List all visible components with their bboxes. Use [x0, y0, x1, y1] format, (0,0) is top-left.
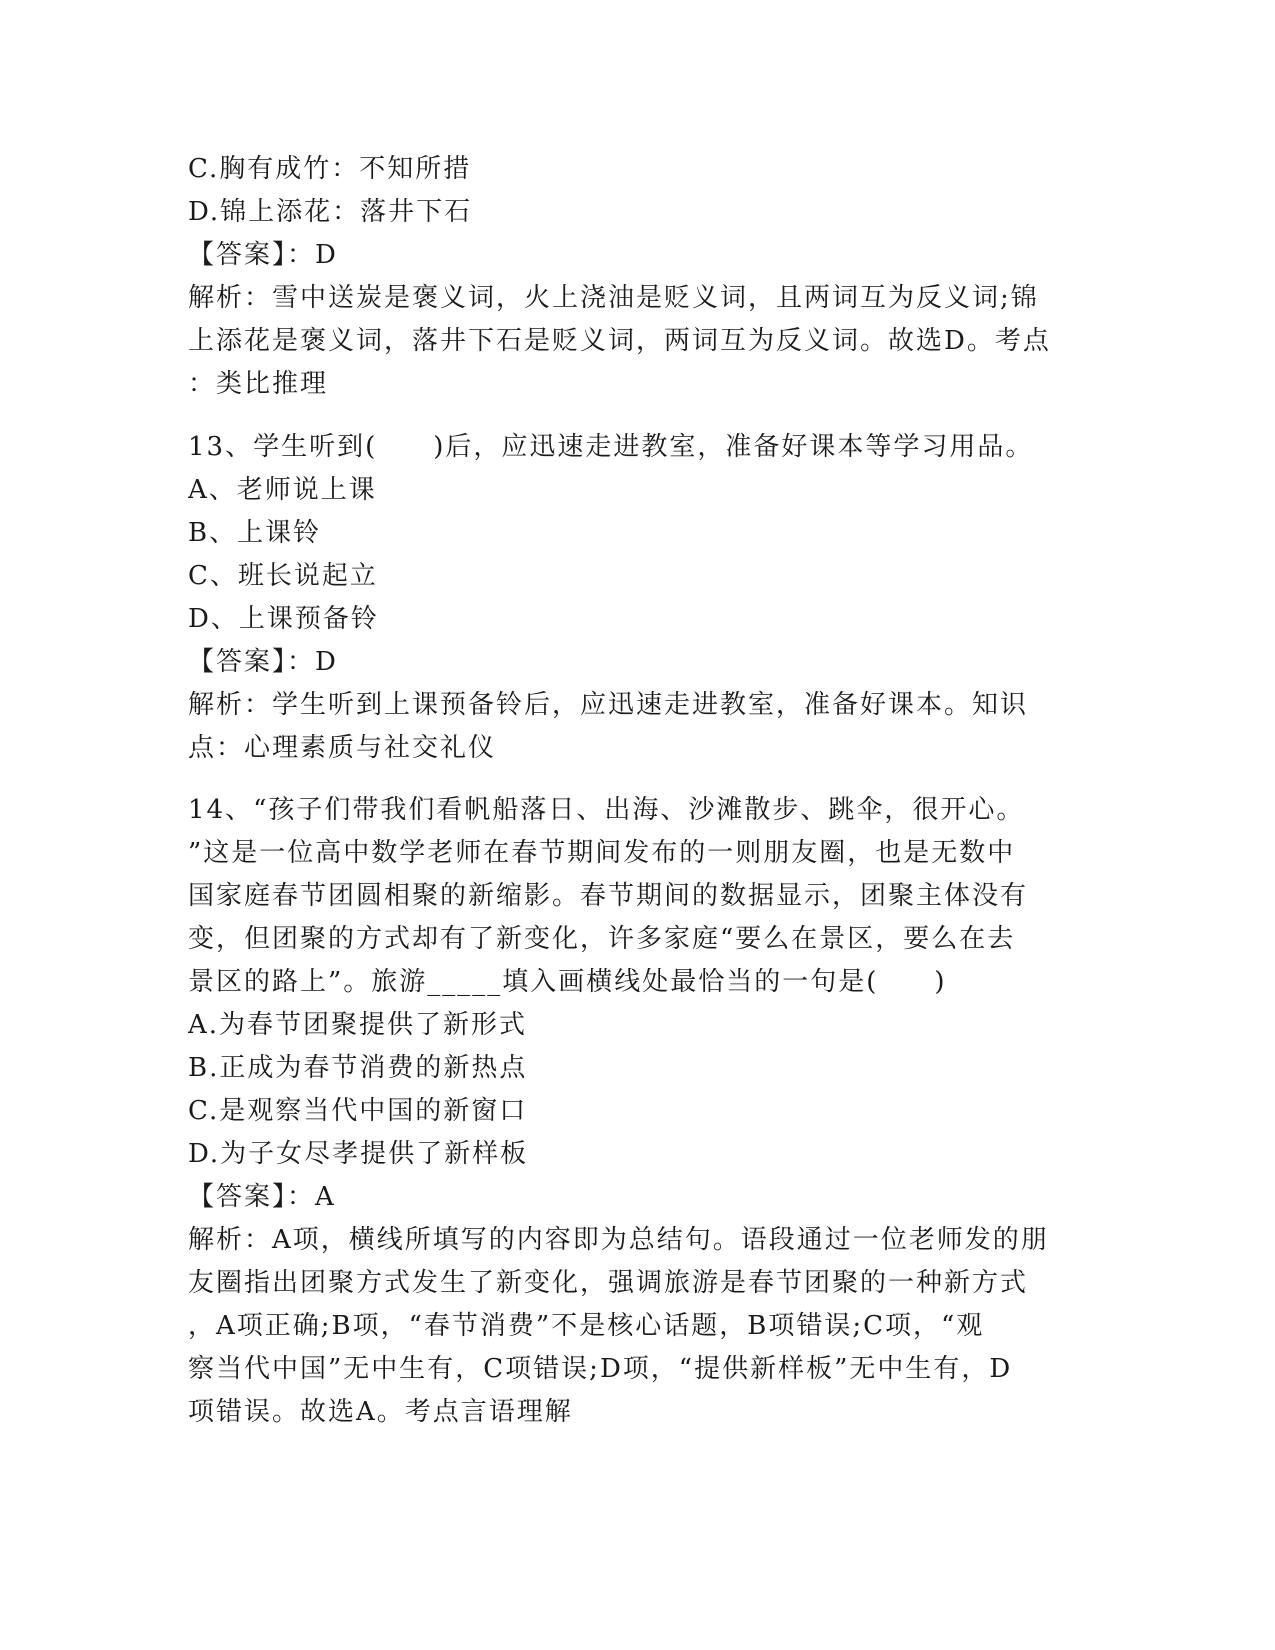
spacer — [188, 406, 1068, 426]
q14-question-line: 景区的路上”。旅游_____填入画横线处最恰当的一句是( ) — [188, 967, 947, 997]
question-14 — [188, 789, 1068, 1434]
q14-analysis-line: 解析：A项，横线所填写的内容即为总结句。语段通过一位老师发的朋 — [188, 1225, 1049, 1255]
q13-answer: 【答案】：D — [188, 647, 338, 677]
q12-analysis-line: ：类比推理 — [188, 369, 329, 399]
q12-option-d: D.锦上添花：落井下石 — [188, 197, 473, 227]
q13-analysis-line: 点：心理素质与社交礼仪 — [188, 733, 497, 763]
q14-analysis-line: 友圈指出团聚方式发生了新变化，强调旅游是春节团聚的一种新方式 — [188, 1268, 1029, 1298]
document-content — [188, 148, 1068, 1434]
q12-analysis-line: 上添花是褒义词，落井下石是贬义词，两词互为反义词。故选D。考点 — [188, 326, 1051, 356]
q12-answer: 【答案】：D — [188, 240, 338, 270]
q13-option-c: C、班长说起立 — [188, 561, 378, 591]
q13-option-a: A、老师说上课 — [188, 475, 377, 505]
q14-option-b: B.正成为春节消费的新热点 — [188, 1053, 528, 1083]
q14-question-line: 14、“孩子们带我们看帆船落日、出海、沙滩散步、跳伞，很开心。 — [188, 795, 1025, 825]
q14-analysis-line: 察当代中国”无中生有，C项错误;D项，“提供新样板”无中生有，D — [188, 1354, 1013, 1384]
q14-question-line: 变，但团聚的方式却有了新变化，许多家庭“要么在景区，要么在去 — [188, 924, 1016, 954]
q14-analysis-line: ，A项正确;B项，“春节消费”不是核心话题，B项错误;C项，“观 — [188, 1311, 985, 1341]
question-12-tail — [188, 148, 1068, 406]
q13-option-b: B、上课铃 — [188, 518, 322, 548]
q14-option-a: A.为春节团聚提供了新形式 — [188, 1010, 528, 1040]
q13-analysis-line: 解析：学生听到上课预备铃后，应迅速走进教室，准备好课本。知识 — [188, 690, 1029, 720]
q14-answer: 【答案】：A — [188, 1182, 336, 1212]
spacer — [188, 770, 1068, 789]
q14-question-line: ”这是一位高中数学老师在春节期间发布的一则朋友圈，也是无数中 — [188, 838, 1016, 868]
q12-analysis-line: 解析：雪中送炭是褒义词，火上浇油是贬义词，且两词互为反义词;锦 — [188, 283, 1039, 313]
q12-option-c: C.胸有成竹：不知所措 — [188, 154, 472, 184]
q13-option-d: D、上课预备铃 — [188, 604, 379, 634]
q14-analysis-line: 项错误。故选A。考点言语理解 — [188, 1397, 573, 1427]
question-13 — [188, 426, 1068, 770]
q14-option-d: D.为子女尽孝提供了新样板 — [188, 1139, 529, 1169]
q14-question-line: 国家庭春节团圆相聚的新缩影。春节期间的数据显示，团聚主体没有 — [188, 881, 1029, 911]
q13-question: 13、学生听到( )后，应迅速走进教室，准备好课本等学习用品。 — [188, 432, 1034, 462]
q14-option-c: C.是观察当代中国的新窗口 — [188, 1096, 528, 1126]
